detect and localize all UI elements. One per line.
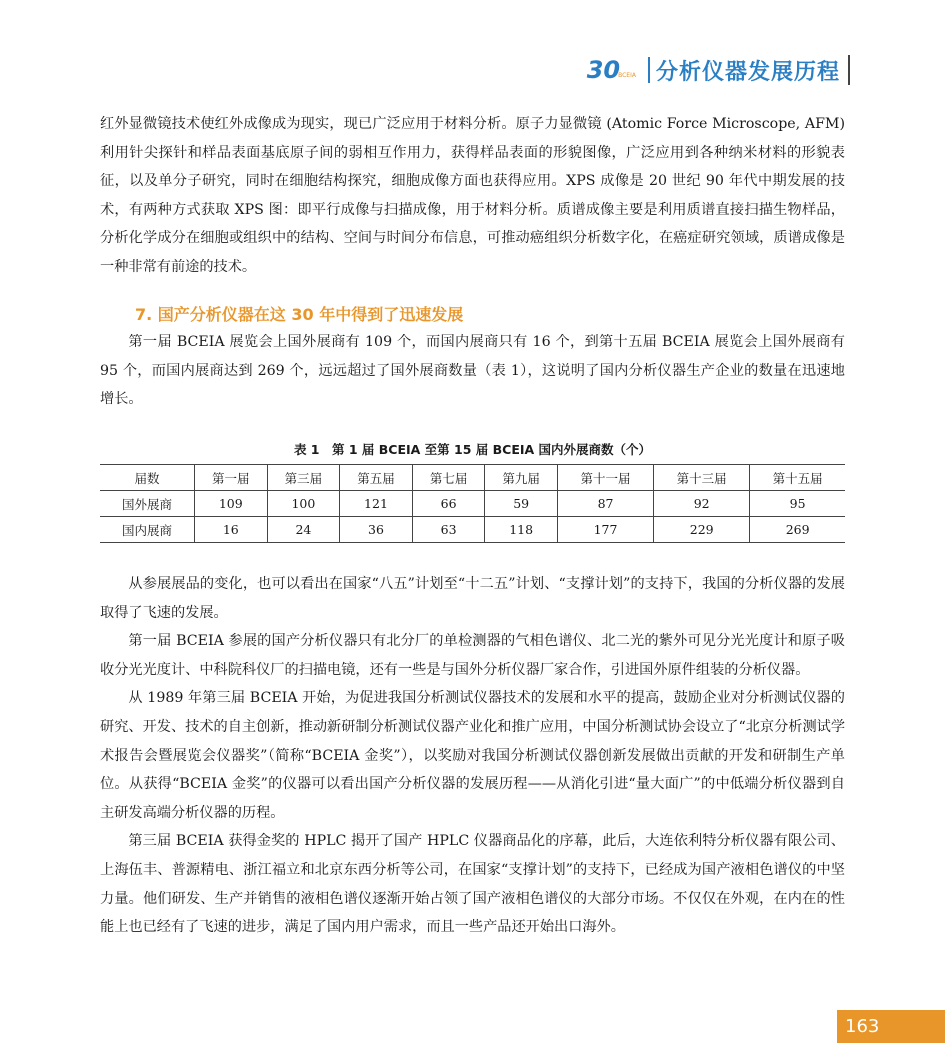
header-bar <box>848 55 850 85</box>
paragraph: 第三届 BCEIA 获得金奖的 HPLC 揭开了国产 HPLC 仪器商品化的序幕，此后，大连依利特分析仪器有限公司、上海伍丰、普源精电、浙江福立和北京东西分析等公司，在国家“支撑计划”的支持下，已经成为国产液相色谱仪的中坚力量。他们研发、生产并销售的液相色谱仪逐渐开始占领了国产液相色谱仪的大部分市场。不仅仅在外观，在内在的性能上也已经有了飞速的进步，满足了国内用户需求，而且一些产品还开始出口海外。 <box>100 833 845 936</box>
table-cell: 100 <box>267 491 340 517</box>
anniversary-logo <box>587 58 636 82</box>
table-cell: 92 <box>654 491 750 517</box>
paragraph: 第一届 BCEIA 参展的国产分析仪器只有北分厂的单检测器的气相色谱仪、北二光的紫外可见分光光度计和原子吸收分光光度计、中科院科仪厂的扫描电镜，还有一些是与国外分析仪器厂家合作，引进国外原件组装的分析仪器。 <box>100 633 845 678</box>
table-row <box>100 517 845 543</box>
table-cell: 36 <box>340 517 413 543</box>
table-cell: 国外展商 <box>100 491 195 517</box>
paragraph: 从参展展品的变化，也可以看出在国家“八五”计划至“十二五”计划、“支撑计划”的支持下，我国的分析仪器的发展取得了飞速的发展。 <box>100 576 845 621</box>
table-cell: 109 <box>195 491 268 517</box>
table-header-cell: 第一届 <box>195 465 268 491</box>
table-header-cell: 第七届 <box>412 465 485 491</box>
logo-sub: BCEIA <box>618 72 636 79</box>
body-text-block <box>100 570 845 942</box>
table-header-cell: 第三届 <box>267 465 340 491</box>
table-cell: 118 <box>485 517 558 543</box>
table-cell: 229 <box>654 517 750 543</box>
table-header-cell: 第十一届 <box>557 465 653 491</box>
table-cell: 63 <box>412 517 485 543</box>
table-cell: 24 <box>267 517 340 543</box>
table-header-row <box>100 465 845 491</box>
table-header-cell: 第十三届 <box>654 465 750 491</box>
section-title: 7. 国产分析仪器在这 30 年中得到了迅速发展 <box>135 305 464 324</box>
table-cell: 121 <box>340 491 413 517</box>
table-cell: 66 <box>412 491 485 517</box>
intro-text-block <box>100 110 845 282</box>
table-cell: 59 <box>485 491 558 517</box>
table-cell: 177 <box>557 517 653 543</box>
table-caption: 表 1 第 1 届 BCEIA 至第 15 届 BCEIA 国内外展商数（个） <box>293 442 652 457</box>
logo-number: 30 <box>586 56 621 84</box>
table-cell: 269 <box>750 517 845 543</box>
table-cell: 87 <box>557 491 653 517</box>
table-header-cell: 第五届 <box>340 465 413 491</box>
section-intro-block <box>100 328 845 414</box>
paragraph: 从 1989 年第三届 BCEIA 开始，为促进我国分析测试仪器技术的发展和水平的提高，鼓励企业对分析测试仪器的研究、开发、技术的自主创新，推动新研制分析测试仪器产业化和推广应用，中国分析测试协会设立了“北京分析测试学术报告会暨展览会仪器奖”（简称“BCEIA 金奖”），以奖励对我国分析测试仪器创新发展做出贡献的开发和研制生产单位。从获得“BCEIA 金奖”的仪器可以看出国产分析仪器的发展历程——从消化引进“量大面广”的中低端分析仪器到自主研发高端分析仪器的历程。 <box>100 690 846 821</box>
page-header <box>587 50 850 90</box>
exhibitor-table-block <box>100 440 845 543</box>
table-row <box>100 491 845 517</box>
paragraph: 红外显微镜技术使红外成像成为现实，现已广泛应用于材料分析。原子力显微镜 (Atomic Force Microscope, AFM) 利用针尖探针和样品表面基底原子间的弱相互作用力，获得样品表面的形貌图像，广泛应用到各种纳米材料的形貌表征，以及单分子研究，同时在细胞结构探究，细胞成像方面也获得应用。XPS 成像是 20 世纪 90 年代中期发展的技术，有两种方式获取 XPS 图：即平行成像与扫描成像，用于材料分析。质谱成像主要是利用质谱直接扫描生物样品，分析化学成分在细胞或组织中的结构、空间与时间分布信息，可推动癌组织分析数字化，在癌症研究领域，质谱成像是一种非常有前途的技术。 <box>100 116 845 275</box>
header-title: 分析仪器发展历程 <box>655 59 840 85</box>
page-number: 163 <box>837 1010 945 1043</box>
table-header-cell: 第十五届 <box>750 465 845 491</box>
table-cell: 国内展商 <box>100 517 195 543</box>
paragraph: 第一届 BCEIA 展览会上国外展商有 109 个，而国内展商只有 16 个，到第十五届 BCEIA 展览会上国外展商有 95 个，而国内展商达到 269 个，远远超过了国外展商数量（表 1），这说明了国内分析仪器生产企业的数量在迅速地增长。 <box>100 334 845 408</box>
table-header-cell: 第九届 <box>485 465 558 491</box>
header-divider <box>648 57 650 83</box>
exhibitor-table <box>100 464 845 543</box>
table-cell: 95 <box>750 491 845 517</box>
table-header-cell: 届数 <box>100 465 195 491</box>
table-cell: 16 <box>195 517 268 543</box>
